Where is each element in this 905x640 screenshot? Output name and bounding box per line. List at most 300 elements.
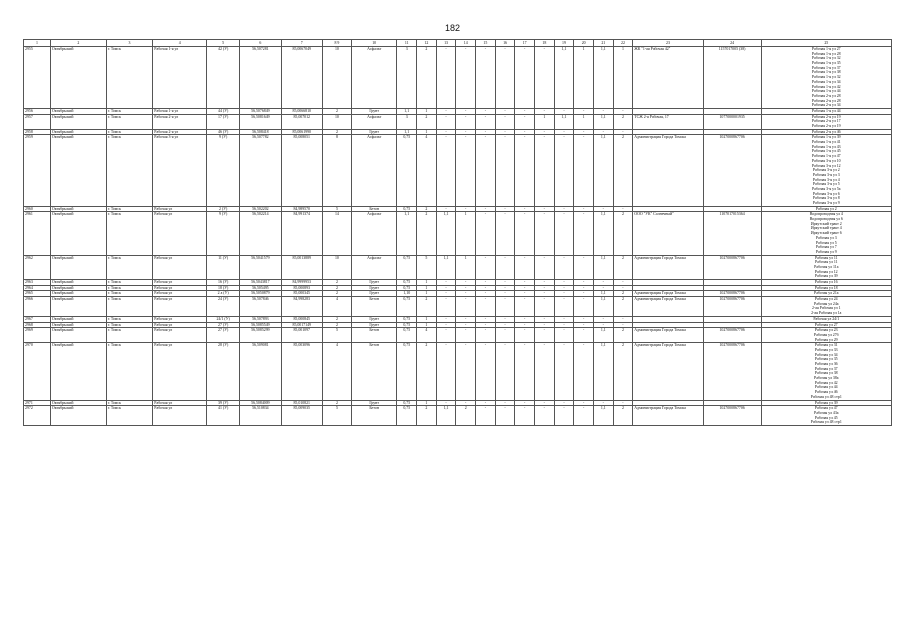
cell-n18: - xyxy=(554,297,574,317)
address-line: Рабочая ул 24/1 xyxy=(813,316,840,321)
cell-lat: 56,502214 xyxy=(240,212,281,255)
address-line: Рабочая ул 46 xyxy=(814,390,838,395)
cell-n13: - xyxy=(456,135,476,206)
cell-n12: - xyxy=(436,114,456,129)
cell-n20: 1,1 xyxy=(593,343,613,400)
cell-n17: - xyxy=(535,206,555,212)
cell-n14: - xyxy=(476,114,496,129)
cell-n21: 2 xyxy=(613,297,633,317)
cell-n19: - xyxy=(574,255,594,279)
cell-surface: Грунт xyxy=(351,285,397,291)
cell-n18: - xyxy=(554,108,574,114)
address-line: Рабочая ул 5 xyxy=(815,240,837,245)
cell-n18: - xyxy=(554,316,574,322)
cell-n16: - xyxy=(515,291,535,297)
cell-no: 2968 xyxy=(24,322,51,328)
address-line: Рабочая ул 31 xyxy=(814,343,838,348)
address-line: Рабочая ул 48 стр1 xyxy=(810,420,842,425)
cell-house: 41 (У) xyxy=(207,406,240,426)
cell-house: 2 (У) xyxy=(207,206,240,212)
cell-house: 28 (У) xyxy=(207,343,240,400)
cell-district: Октябрьский xyxy=(50,400,106,406)
cell-n13: - xyxy=(456,206,476,212)
cell-n11: 1 xyxy=(417,400,437,406)
cell-n10: 0,75 xyxy=(397,328,417,343)
cell-n20: 1,1 xyxy=(593,406,613,426)
cell-n8: 5 xyxy=(322,406,351,426)
table-body xyxy=(24,47,892,426)
cell-n20: - xyxy=(593,206,613,212)
cell-n12: - xyxy=(436,280,456,286)
cell-n16: - xyxy=(515,322,535,328)
address-line: Рабочая ул 3 xyxy=(815,235,837,240)
cell-no: 2966 xyxy=(24,297,51,317)
cell-street: Рабочая ул xyxy=(153,343,207,400)
address-line: 2-ая Рабочая ул 1 xyxy=(812,306,841,311)
cell-n20: - xyxy=(593,322,613,328)
address-line: Рабочая ул 37 xyxy=(814,366,838,371)
cell-lat: 56,5050879 xyxy=(240,291,281,297)
cell-lon: 85,000845 xyxy=(281,316,322,322)
cell-district: Октябрьский xyxy=(50,47,106,109)
cell-house: 9 (У) xyxy=(207,135,240,206)
cell-street: Рабочая ул xyxy=(153,280,207,286)
cell-n17: - xyxy=(535,322,555,328)
cell-n12: - xyxy=(436,285,456,291)
cell-n21: 2 xyxy=(613,406,633,426)
cell-no: 2955 xyxy=(24,47,51,109)
column-header: 22 xyxy=(613,40,633,47)
cell-n16: - xyxy=(515,47,535,109)
cell-district: Октябрьский xyxy=(50,108,106,114)
column-header: 17 xyxy=(515,40,535,47)
cell-n14: - xyxy=(476,206,496,212)
cell-ogrn: 1027000867706 xyxy=(703,297,761,317)
cell-n8: 2 xyxy=(322,108,351,114)
cell-n11: 2 xyxy=(417,206,437,212)
cell-no: 2969 xyxy=(24,328,51,343)
cell-n12: - xyxy=(436,108,456,114)
cell-n19: - xyxy=(574,328,594,343)
cell-n15: - xyxy=(495,108,515,114)
cell-n21: - xyxy=(613,322,633,328)
cell-n12: - xyxy=(436,206,456,212)
cell-n8: 4 xyxy=(322,297,351,317)
cell-n10: 0,75 xyxy=(397,406,417,426)
cell-n8: 2 xyxy=(322,285,351,291)
address-line: Рабочая ул 12 xyxy=(814,269,838,274)
cell-lon: 85,0066810 xyxy=(281,108,322,114)
cell-n21: 1 xyxy=(613,47,633,109)
cell-n15: - xyxy=(495,206,515,212)
address-line: Рабочая 1-я ул 38 xyxy=(811,70,841,75)
cell-n19: - xyxy=(574,135,594,206)
cell-n16: - xyxy=(515,328,535,343)
cell-house: 9 (У) xyxy=(207,212,240,255)
column-header: 23 xyxy=(633,40,703,47)
cell-street: Рабочая ул xyxy=(153,212,207,255)
address-line: Водопроводная ул 4 xyxy=(809,212,843,217)
cell-n8: 10 xyxy=(322,47,351,109)
cell-n20: 1,1 xyxy=(593,328,613,343)
cell-n20: - xyxy=(593,285,613,291)
cell-n8: 14 xyxy=(322,212,351,255)
cell-n20: - xyxy=(593,108,613,114)
cell-lat: 56,5084009 xyxy=(240,400,281,406)
cell-no: 2960 xyxy=(24,206,51,212)
address-line: Рабочая 1-я ул 44 xyxy=(811,89,841,94)
cell-city: г. Томск xyxy=(106,406,153,426)
cell-lon: 85,000345 xyxy=(281,291,322,297)
column-header: 14 xyxy=(456,40,476,47)
cell-n21: - xyxy=(613,280,633,286)
cell-n13: - xyxy=(456,343,476,400)
cell-street: Рабочая ул xyxy=(153,285,207,291)
column-header: 5 xyxy=(207,40,240,47)
column-header: 24 xyxy=(703,40,761,47)
cell-n17: - xyxy=(535,328,555,343)
header-row xyxy=(24,40,892,47)
cell-n12: - xyxy=(436,135,456,206)
cell-n18: - xyxy=(554,206,574,212)
cell-lon: 84,989570 xyxy=(281,206,322,212)
cell-n12: - xyxy=(436,47,456,109)
cell-addresses xyxy=(761,343,891,400)
address-line: Рабочая ул 11 xyxy=(814,255,838,260)
cell-street: Рабочая 2-я ул xyxy=(153,129,207,135)
address-line: Рабочая ул 24а xyxy=(814,301,839,306)
cell-n16: - xyxy=(515,343,535,400)
cell-n10: 0,75 xyxy=(397,297,417,317)
cell-lat: 56,5041579 xyxy=(240,255,281,279)
cell-n10: 3 xyxy=(397,114,417,129)
address-line: Иркутский тракт 4 xyxy=(810,226,842,231)
cell-n8: 4 xyxy=(322,343,351,400)
cell-n12: - xyxy=(436,328,456,343)
cell-house: 27 (У) xyxy=(207,328,240,343)
cell-n15: - xyxy=(495,255,515,279)
cell-n21: 2 xyxy=(613,255,633,279)
cell-lat: 56,5043817 xyxy=(240,280,281,286)
cell-street: Рабочая ул xyxy=(153,328,207,343)
cell-lon: 85,007012 xyxy=(281,114,322,129)
cell-n19: - xyxy=(574,129,594,135)
cell-no: 2964 xyxy=(24,285,51,291)
cell-n12: 1,1 xyxy=(436,255,456,279)
cell-n17: - xyxy=(535,129,555,135)
cell-addresses xyxy=(761,47,891,109)
cell-n12: - xyxy=(436,297,456,317)
cell-lat: 56,5076849 xyxy=(240,108,281,114)
cell-owner: Администрация Города Томска xyxy=(633,255,703,279)
cell-n15: - xyxy=(495,406,515,426)
cell-n8: 10 xyxy=(322,255,351,279)
cell-n17: - xyxy=(535,212,555,255)
address-line: Рабочая 1-я ул 39 xyxy=(811,135,841,140)
cell-district: Октябрьский xyxy=(50,135,106,206)
cell-n11: 4 xyxy=(417,328,437,343)
cell-lat: 56,505495 xyxy=(240,285,281,291)
cell-ogrn: 1027000867706 xyxy=(703,135,761,206)
address-line: Рабочая 1-я ул 41 xyxy=(811,140,841,145)
cell-no: 2956 xyxy=(24,108,51,114)
cell-n18: - xyxy=(554,280,574,286)
cell-n11: 2 xyxy=(417,47,437,109)
cell-house: 11 (У) xyxy=(207,255,240,279)
cell-district: Октябрьский xyxy=(50,316,106,322)
cell-n20: 1,1 xyxy=(593,212,613,255)
cell-street: Рабочая ул xyxy=(153,206,207,212)
cell-n8: 2 xyxy=(322,400,351,406)
address-line: Рабочая 2-я ул 46 xyxy=(811,129,841,134)
address-line: Рабочая 2-я ул 28 xyxy=(811,98,841,103)
address-line: Рабочая ул 11а xyxy=(814,264,839,269)
cell-n17: - xyxy=(535,135,555,206)
column-header: 6 xyxy=(240,40,281,47)
cell-n17: - xyxy=(535,47,555,109)
cell-n20: 1,1 xyxy=(593,114,613,129)
cell-n14: - xyxy=(476,47,496,109)
cell-n15: - xyxy=(495,297,515,317)
cell-n10: 0,75 xyxy=(397,206,417,212)
table-row xyxy=(24,212,892,255)
address-line: Рабочая 2-я ул 19 xyxy=(811,114,841,119)
cell-n11: 1 xyxy=(417,291,437,297)
address-line: Рабочая ул 35 xyxy=(814,357,838,362)
cell-n19: - xyxy=(574,406,594,426)
cell-owner: ТСЖ 2-я Рабочая, 17 xyxy=(633,114,703,129)
cell-n20: 1,1 xyxy=(593,291,613,297)
address-line: Иркутский тракт 6 xyxy=(810,231,842,236)
cell-n10: 0,75 xyxy=(397,280,417,286)
cell-n16: - xyxy=(515,114,535,129)
cell-n12: 1,1 xyxy=(436,406,456,426)
cell-house: 24 (У) xyxy=(207,297,240,317)
cell-district: Октябрьский xyxy=(50,328,106,343)
cell-no: 2967 xyxy=(24,316,51,322)
cell-n14: - xyxy=(476,291,496,297)
cell-city: г. Томск xyxy=(106,328,153,343)
cell-no: 2961 xyxy=(24,212,51,255)
address-line: Рабочая ул 38а xyxy=(814,376,839,381)
address-line: Рабочая 1-я ул 47 xyxy=(811,154,841,159)
cell-n13: - xyxy=(456,316,476,322)
cell-n15: - xyxy=(495,129,515,135)
cell-n21: 2 xyxy=(613,343,633,400)
cell-addresses xyxy=(761,297,891,317)
address-line: Рабочая ул 39 xyxy=(814,274,838,279)
cell-n15: - xyxy=(495,291,515,297)
cell-owner: Администрация Города Томска xyxy=(633,343,703,400)
cell-n10: 1,10 xyxy=(397,291,417,297)
cell-n12: - xyxy=(436,343,456,400)
cell-street: Рабочая 1-я ул xyxy=(153,108,207,114)
cell-n13: - xyxy=(456,297,476,317)
cell-n18: - xyxy=(554,255,574,279)
address-line: Рабочая 2-я ул 28 xyxy=(811,93,841,98)
cell-city: г. Томск xyxy=(106,135,153,206)
cell-n18: - xyxy=(554,406,574,426)
cell-n10: 1,1 xyxy=(397,108,417,114)
cell-lat: 56,509081 xyxy=(240,343,281,400)
cell-n14: - xyxy=(476,285,496,291)
cell-surface: Грунт xyxy=(351,291,397,297)
cell-surface: Бетон xyxy=(351,406,397,426)
cell-surface: Грунт xyxy=(351,129,397,135)
cell-n13: - xyxy=(456,400,476,406)
cell-lon: 84,9999953 xyxy=(281,280,322,286)
cell-n15: - xyxy=(495,47,515,109)
cell-street: Рабочая ул xyxy=(153,291,207,297)
cell-n11: 2 xyxy=(417,297,437,317)
cell-lat: 56,508418 xyxy=(240,129,281,135)
cell-n8: 2 xyxy=(322,291,351,297)
cell-n12: - xyxy=(436,316,456,322)
cell-house: 16 (У) xyxy=(207,280,240,286)
cell-n21: - xyxy=(613,316,633,322)
cell-n13: - xyxy=(456,114,476,129)
cell-n13: - xyxy=(456,280,476,286)
cell-street: Рабочая ул xyxy=(153,255,207,279)
address-line: Рабочая ул 11 xyxy=(814,260,838,265)
cell-no: 2972 xyxy=(24,406,51,426)
cell-n21: 2 xyxy=(613,212,633,255)
cell-n14: - xyxy=(476,255,496,279)
cell-n18: - xyxy=(554,291,574,297)
column-header: 16 xyxy=(495,40,515,47)
cell-n18: 1,1 xyxy=(554,47,574,109)
address-line: Рабочая ул 2 xyxy=(815,206,837,211)
cell-n10: 3 xyxy=(397,47,417,109)
cell-n8: 5 xyxy=(322,206,351,212)
cell-n17: - xyxy=(535,406,555,426)
cell-surface: Грунт xyxy=(351,108,397,114)
address-line: Рабочая ул 44 xyxy=(814,385,838,390)
cell-house: 18 (У) xyxy=(207,285,240,291)
column-header: 18 xyxy=(535,40,555,47)
cell-n13: - xyxy=(456,285,476,291)
column-header: 2 xyxy=(50,40,106,47)
column-header: 13 xyxy=(436,40,456,47)
cell-district: Октябрьский xyxy=(50,206,106,212)
table-row xyxy=(24,135,892,206)
cell-surface: Асфальт xyxy=(351,255,397,279)
cell-lon: 85,0061990 xyxy=(281,129,322,135)
cell-n16: - xyxy=(515,316,535,322)
address-line: Рабочая ул 23 xyxy=(814,328,838,333)
cell-house: 39 (У) xyxy=(207,400,240,406)
cell-n15: - xyxy=(495,322,515,328)
cell-n20: - xyxy=(593,129,613,135)
table-row xyxy=(24,114,892,129)
cell-district: Октябрьский xyxy=(50,255,106,279)
address-line: Рабочая 3-я ул 6 xyxy=(812,191,840,196)
cell-n15: - xyxy=(495,343,515,400)
cell-owner: Администрация Города Томска xyxy=(633,328,703,343)
address-line: Рабочая ул 29 xyxy=(814,337,838,342)
cell-n19: - xyxy=(574,212,594,255)
cell-n10: 0,75 xyxy=(397,316,417,322)
cell-lat: 56,510834 xyxy=(240,406,281,426)
cell-no: 2963 xyxy=(24,280,51,286)
cell-n19: - xyxy=(574,343,594,400)
cell-n10: 1,1 xyxy=(397,129,417,135)
cell-district: Октябрьский xyxy=(50,129,106,135)
cell-n16: - xyxy=(515,255,535,279)
cell-addresses xyxy=(761,328,891,343)
cell-n21: 2 xyxy=(613,328,633,343)
cell-n21: - xyxy=(613,285,633,291)
cell-n11: 1 xyxy=(417,285,437,291)
cell-n15: - xyxy=(495,280,515,286)
cell-addresses xyxy=(761,406,891,426)
cell-n14: - xyxy=(476,212,496,255)
cell-surface: Грунт xyxy=(351,322,397,328)
cell-lon: 85,0067049 xyxy=(281,47,322,109)
cell-n18: - xyxy=(554,322,574,328)
cell-n14: - xyxy=(476,400,496,406)
cell-house: 17 (У) xyxy=(207,114,240,129)
cell-city: г. Томск xyxy=(106,343,153,400)
cell-no: 2965 xyxy=(24,291,51,297)
address-line: Рабочая 3-я ул 5а xyxy=(812,186,841,191)
cell-n19: - xyxy=(574,291,594,297)
cell-district: Октябрьский xyxy=(50,212,106,255)
cell-addresses xyxy=(761,212,891,255)
cell-n19: - xyxy=(574,206,594,212)
cell-house: 2 а (У) xyxy=(207,291,240,297)
cell-n19: - xyxy=(574,280,594,286)
cell-n17: - xyxy=(535,291,555,297)
cell-owner: ЖК "1-ая Рабочая 42" xyxy=(633,47,703,109)
cell-n11: 4 xyxy=(417,135,437,206)
address-line: Рабочая 1-я ул 34 xyxy=(811,79,841,84)
cell-n13: - xyxy=(456,108,476,114)
cell-n18: - xyxy=(554,285,574,291)
cell-n14: - xyxy=(476,328,496,343)
cell-district: Октябрьский xyxy=(50,285,106,291)
address-line: Рабочая 1-я ул 32 xyxy=(811,75,841,80)
address-line: Рабочая 1-я ул 28 xyxy=(811,51,841,56)
cell-ogrn: 1027000867706 xyxy=(703,255,761,279)
cell-surface: Бетон xyxy=(351,206,397,212)
cell-n8: 2 xyxy=(322,322,351,328)
cell-n18: - xyxy=(554,328,574,343)
cell-n11: 2 xyxy=(417,114,437,129)
column-header: 1 xyxy=(24,40,51,47)
cell-n17: - xyxy=(535,280,555,286)
address-line: Рабочая ул 36 xyxy=(814,362,838,366)
cell-n16: - xyxy=(515,406,535,426)
cell-city: г. Томск xyxy=(106,322,153,328)
cell-street: Рабочая ул xyxy=(153,400,207,406)
cell-ogrn: 1027000867706 xyxy=(703,406,761,426)
cell-city: г. Томск xyxy=(106,212,153,255)
cell-n10: 0,75 xyxy=(397,135,417,206)
address-line: Рабочая ул 9 xyxy=(815,249,837,254)
cell-no: 2958 xyxy=(24,129,51,135)
cell-n13: 2 xyxy=(456,406,476,426)
address-line: Рабочая ул 33 xyxy=(814,347,838,352)
address-line: Рабочая ул 45 xyxy=(814,415,838,420)
cell-ogrn: 1027000867706 xyxy=(703,343,761,400)
cell-n19: - xyxy=(574,316,594,322)
cell-lon: 85,000893 xyxy=(281,285,322,291)
cell-surface: Асфальт xyxy=(351,212,397,255)
cell-city: г. Томск xyxy=(106,108,153,114)
cell-surface: Асфальт xyxy=(351,47,397,109)
cell-n20: 1,1 xyxy=(593,47,613,109)
